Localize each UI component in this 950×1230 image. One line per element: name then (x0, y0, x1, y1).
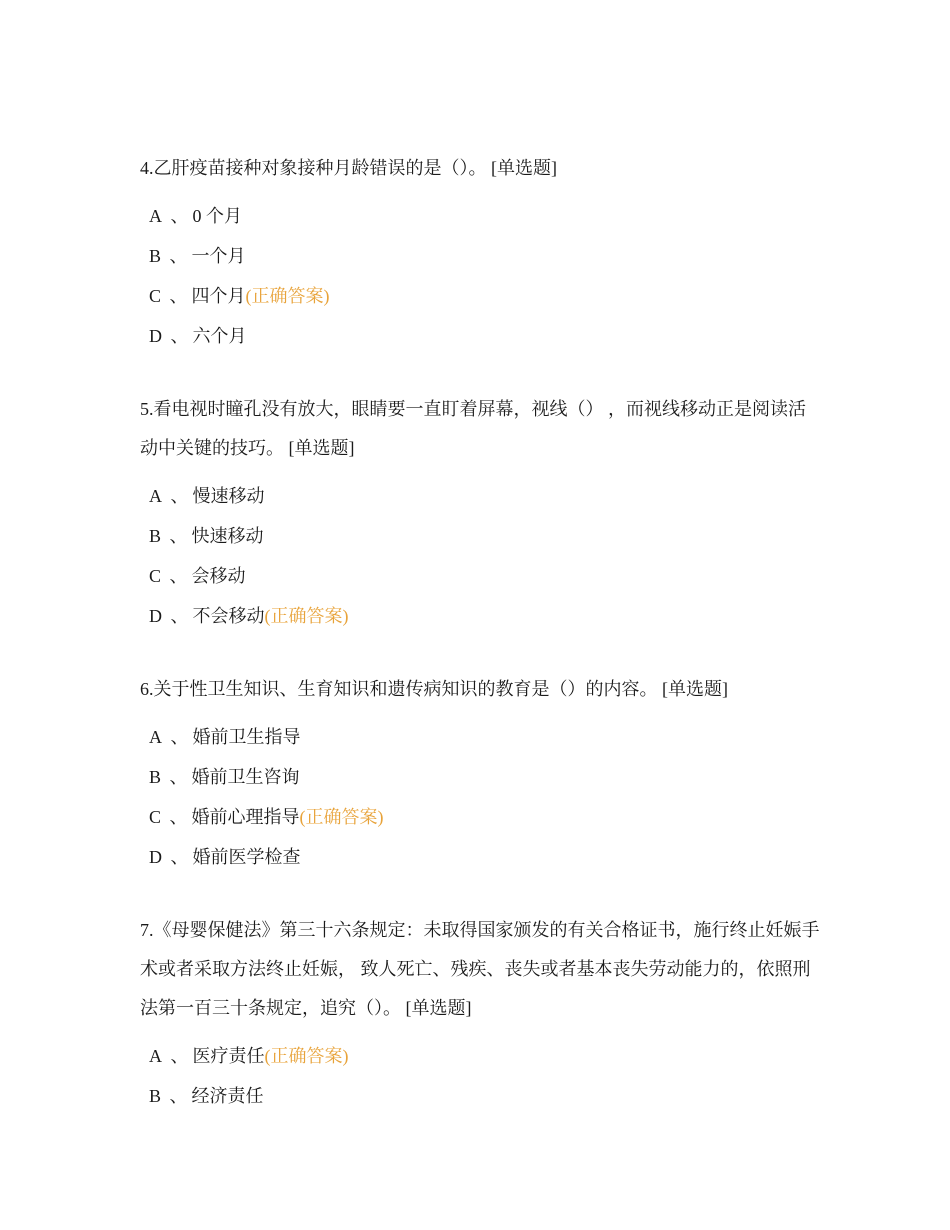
option-b (140, 516, 820, 556)
question-stem: 《母婴保健法》第三十六条规定：未取得国家颁发的有关合格证书，施行终止妊娠手术或者采取方法终止妊娠， 致人死亡、残疾、丧失或者基本丧失劳动能力的，依照刑法第一百三十条规定，追究（）。 (140, 920, 820, 1018)
question-5 (140, 390, 820, 636)
option-separator: 、 (170, 486, 189, 506)
option-a (140, 196, 820, 236)
option-letter: A (149, 1046, 162, 1066)
question-text (140, 670, 820, 709)
question-number: 4. (140, 158, 154, 178)
option-d (140, 316, 820, 356)
option-a (140, 476, 820, 516)
option-text: 婚前卫生指导 (192, 727, 301, 747)
question-text (140, 390, 820, 468)
option-letter: D (149, 606, 162, 626)
option-separator: 、 (169, 767, 188, 787)
question-4 (140, 149, 820, 356)
option-text: 不会移动 (192, 606, 265, 626)
question-number: 6. (140, 679, 154, 699)
option-text: 婚前心理指导 (191, 807, 300, 827)
option-text: 一个月 (191, 246, 246, 266)
option-separator: 、 (170, 326, 189, 346)
option-separator: 、 (170, 847, 189, 867)
option-text: 慢速移动 (192, 486, 265, 506)
option-list (140, 476, 820, 636)
option-letter: D (149, 847, 162, 867)
question-stem: 看电视时瞳孔没有放大，眼睛要一直盯着屏幕，视线（） ，而视线移动正是阅读活动中关键的技巧。 (140, 399, 806, 458)
option-letter: C (149, 286, 162, 306)
question-type: [单选题] (288, 438, 355, 458)
option-text: 六个月 (192, 326, 247, 346)
correct-answer-mark: (正确答案) (245, 286, 330, 306)
correct-answer-mark: (正确答案) (264, 1046, 349, 1066)
option-text: 经济责任 (191, 1086, 264, 1106)
option-text: 快速移动 (191, 526, 264, 546)
question-type: [单选题] (405, 998, 472, 1018)
option-c (140, 797, 820, 837)
option-separator: 、 (169, 526, 188, 546)
option-separator: 、 (170, 727, 189, 747)
option-letter: B (149, 526, 162, 546)
question-stem: 乙肝疫苗接种对象接种月龄错误的是（）。 (153, 158, 487, 178)
question-7 (140, 911, 820, 1116)
option-c (140, 276, 820, 316)
option-text: 四个月 (191, 286, 246, 306)
question-type: [单选题] (491, 158, 557, 178)
question-stem: 关于性卫生知识、生育知识和遗传病知识的教育是（）的内容。 (153, 679, 658, 699)
option-letter: D (149, 326, 162, 346)
option-letter: B (149, 1086, 162, 1106)
option-b (140, 757, 820, 797)
option-text: 0 个月 (192, 206, 242, 226)
question-number: 7. (140, 920, 154, 940)
option-letter: B (149, 246, 162, 266)
option-separator: 、 (170, 1046, 189, 1066)
option-separator: 、 (169, 246, 188, 266)
option-letter: B (149, 767, 162, 787)
option-d (140, 596, 820, 636)
option-list (140, 1036, 820, 1116)
option-letter: C (149, 566, 162, 586)
option-d (140, 837, 820, 877)
question-type: [单选题] (662, 679, 728, 699)
option-separator: 、 (169, 1086, 188, 1106)
option-separator: 、 (170, 206, 189, 226)
option-a (140, 1036, 820, 1076)
question-text (140, 911, 820, 1028)
option-c (140, 556, 820, 596)
correct-answer-mark: (正确答案) (299, 807, 384, 827)
question-text (140, 149, 820, 188)
option-b (140, 1076, 820, 1116)
option-text: 会移动 (191, 566, 246, 586)
option-letter: A (149, 727, 162, 747)
option-b (140, 236, 820, 276)
option-list (140, 717, 820, 877)
option-letter: A (149, 486, 162, 506)
option-separator: 、 (169, 566, 188, 586)
option-letter: C (149, 807, 162, 827)
option-text: 婚前医学检查 (192, 847, 301, 867)
question-6 (140, 670, 820, 877)
option-separator: 、 (169, 286, 188, 306)
option-separator: 、 (170, 606, 189, 626)
option-a (140, 717, 820, 757)
option-list (140, 196, 820, 356)
correct-answer-mark: (正确答案) (264, 606, 349, 626)
question-number: 5. (140, 399, 154, 419)
option-text: 婚前卫生咨询 (191, 767, 300, 787)
option-text: 医疗责任 (192, 1046, 265, 1066)
option-letter: A (149, 206, 162, 226)
option-separator: 、 (169, 807, 188, 827)
